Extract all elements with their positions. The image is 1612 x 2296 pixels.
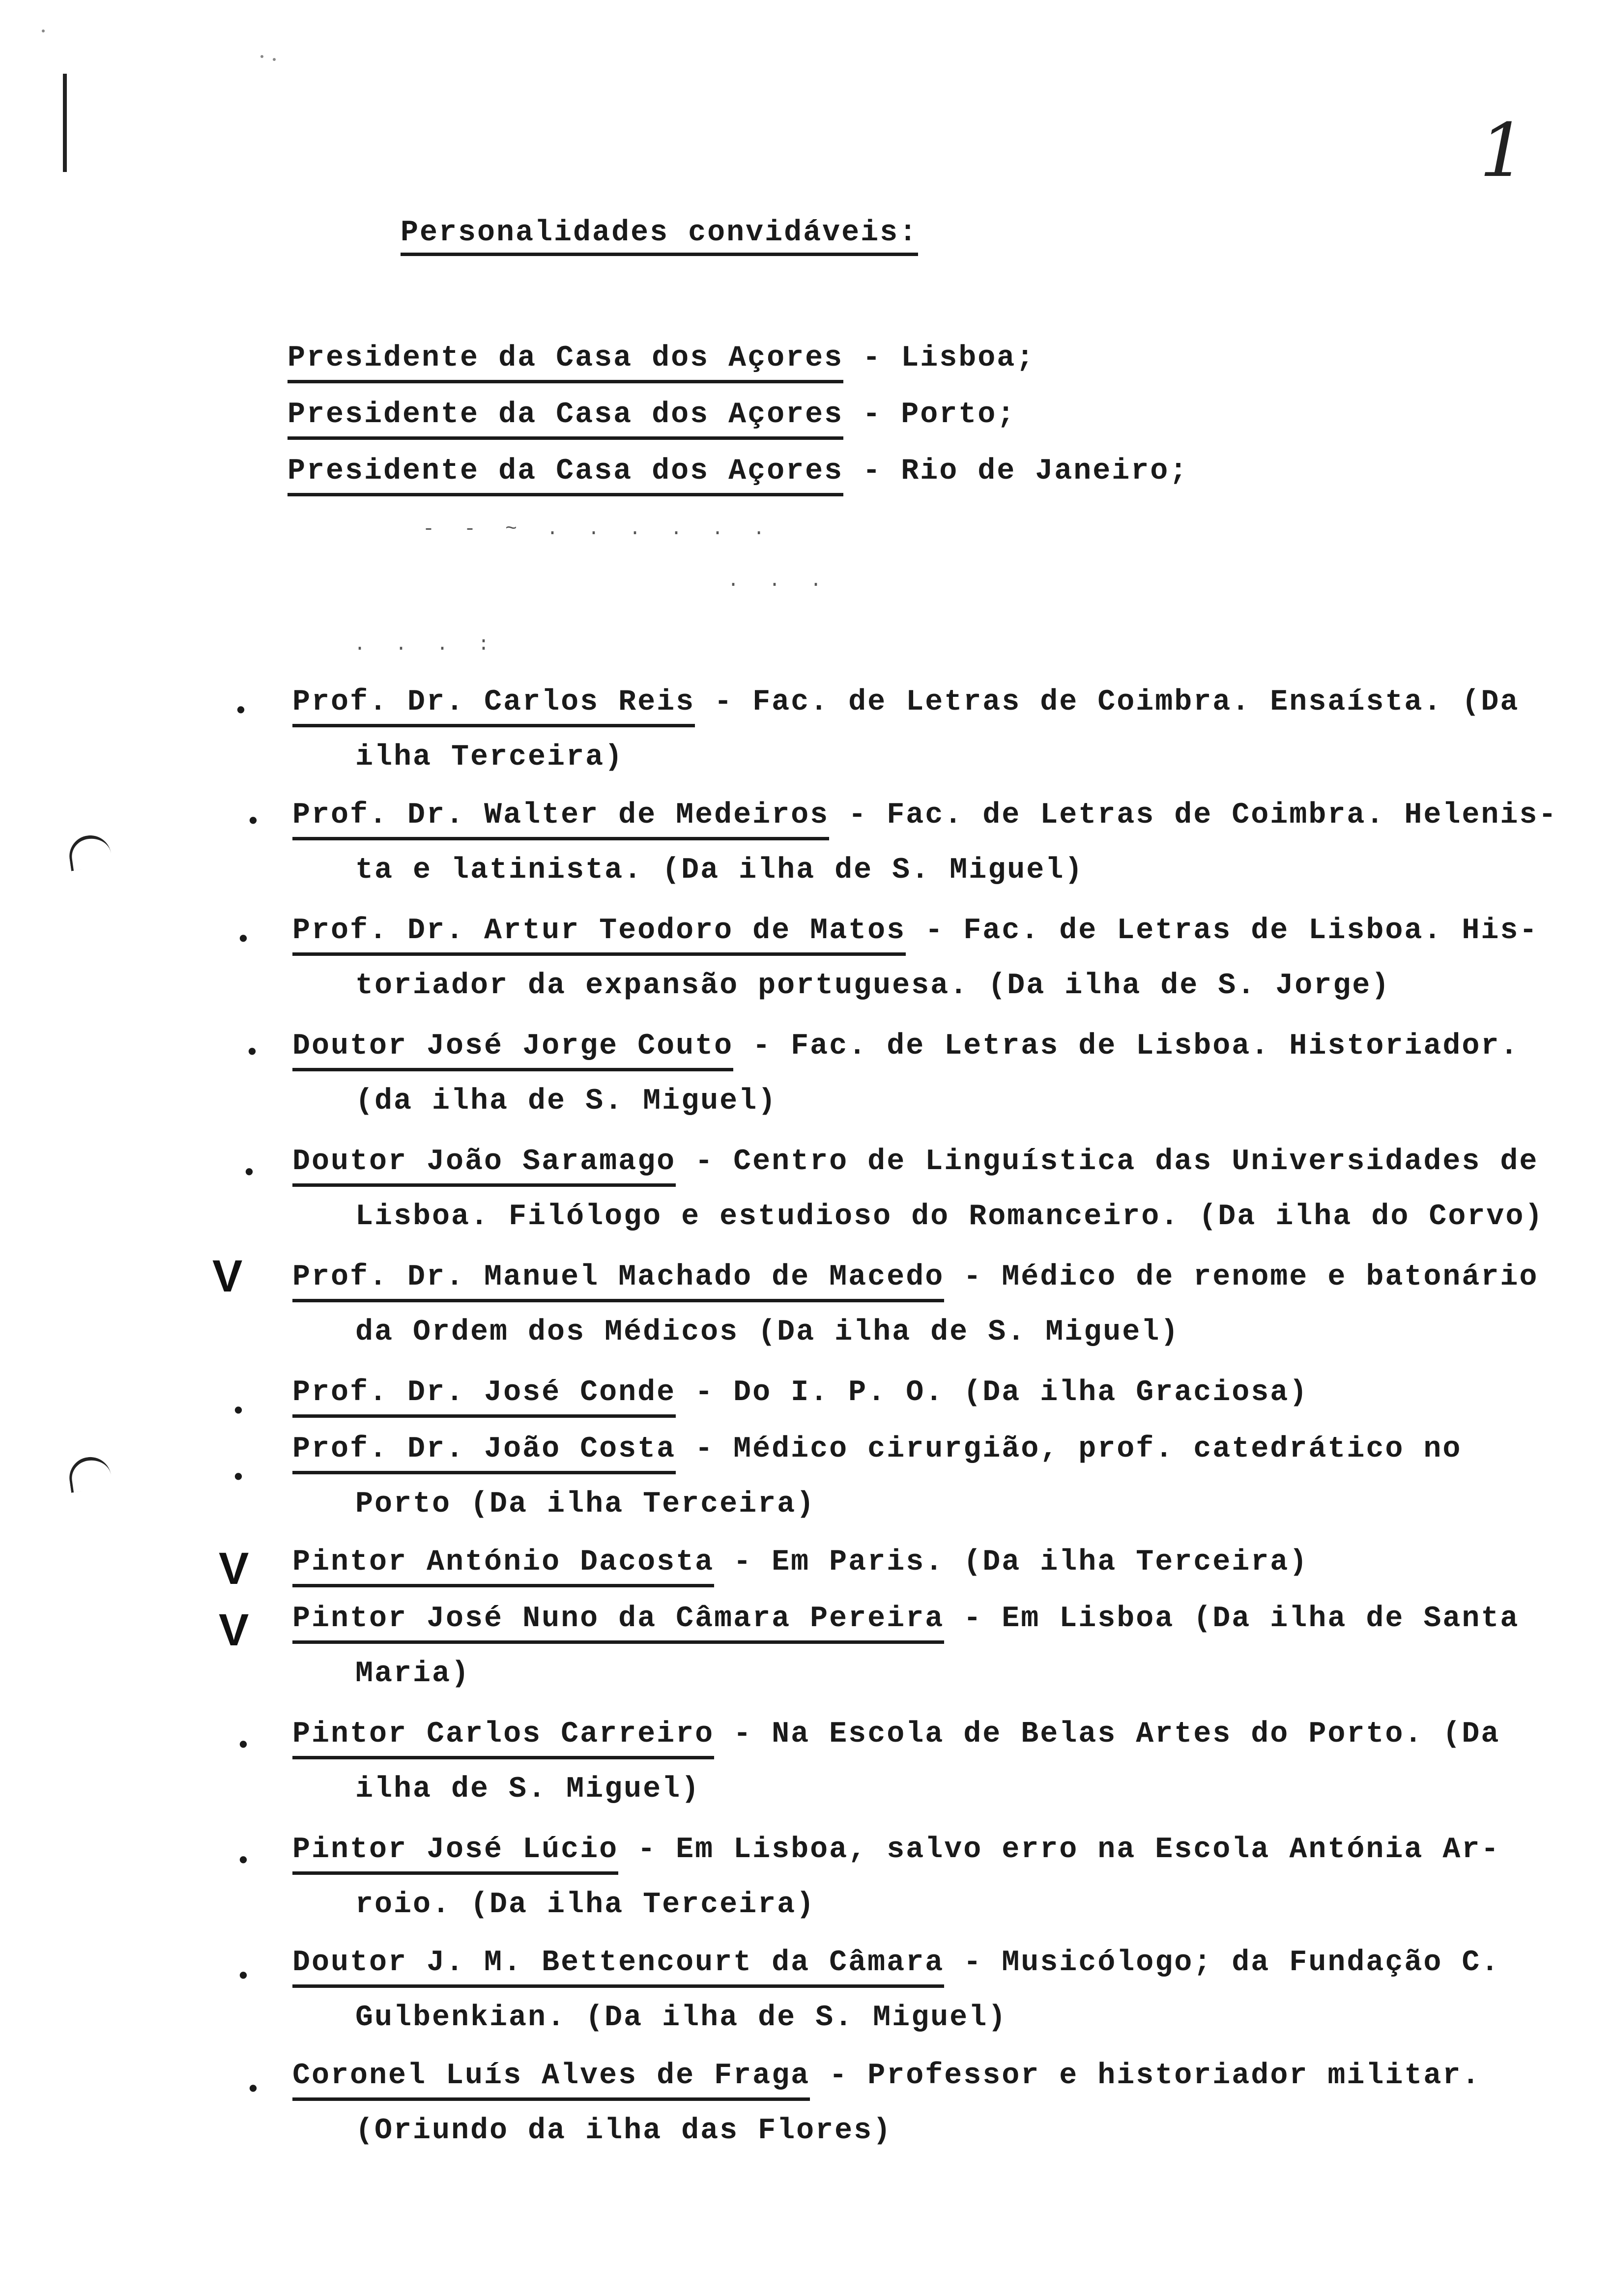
entry [292,1145,1544,1234]
entry-desc: - Fac. de Letras de Lisboa. His- [906,914,1539,947]
entry-name: Pintor José Lúcio [292,1833,618,1875]
faint-marks: . . . : [354,634,499,656]
entry-name: Prof. Dr. José Conde [292,1376,676,1418]
entry-desc: - Centro de Linguística das Universidades de [676,1145,1539,1178]
bullet-mark: • [246,2076,261,2104]
president-place: - Porto; [863,398,1016,431]
entry-cont: Gulbenkian. (Da ilha de S. Miguel) [355,2001,1008,2035]
entry [292,914,1539,1003]
entry-desc: - Professor e historiador militar. [810,2059,1481,2093]
speck [273,58,276,61]
entry [292,1546,1308,1579]
entry [292,1946,1500,2035]
check-mark: V [219,1544,249,1594]
entry-name: Pintor José Nuno da Câmara Pereira [292,1602,944,1644]
entry [292,1376,1308,1409]
entry [292,1261,1539,1349]
entry-cont: (Oriundo da ilha das Flores) [355,2114,892,2148]
entry-cont: Maria) [355,1657,471,1691]
entry [292,1030,1520,1118]
entry-desc: - Na Escola de Belas Artes do Porto. (Da [714,1718,1500,1751]
entry-desc: - Fac. de Letras de Coimbra. Helenis- [829,799,1558,832]
entry [292,2059,1481,2148]
bullet-mark: • [236,1963,251,1991]
entry-desc: - Médico de renome e batonário [944,1261,1539,1294]
entry-desc: - Fac. de Letras de Coimbra. Ensaísta. (Da [695,686,1520,719]
president-line [288,342,1035,375]
page-number: 1 [1479,108,1526,194]
entry-name: Prof. Dr. João Costa [292,1433,676,1474]
entry [292,1833,1500,1922]
bullet-mark: • [236,1732,251,1760]
entry-desc: - Do I. P. O. (Da ilha Graciosa) [676,1376,1309,1409]
bullet-mark: • [242,1160,257,1188]
entry-name: Doutor João Saramago [292,1145,676,1187]
speck [260,55,263,58]
margin-arc [67,1454,113,1492]
entry-cont: Lisboa. Filólogo e estudioso do Romanceiro. (Da ilha do Corvo) [355,1200,1544,1234]
entry-name: Prof. Dr. Manuel Machado de Macedo [292,1261,944,1302]
entry-cont: Porto (Da ilha Terceira) [355,1488,816,1521]
margin-arc [67,832,113,871]
president-line [288,455,1188,488]
bullet-mark: • [231,1398,246,1426]
president-name: Presidente da Casa dos Açores [288,455,843,496]
margin-mark [63,74,67,172]
entry [292,1602,1520,1691]
speck [42,29,45,32]
bullet-mark: • [236,1848,251,1876]
entry-name: Pintor António Dacosta [292,1546,714,1587]
entry-cont: roio. (Da ilha Terceira) [355,1888,816,1922]
entry-name: Prof. Dr. Carlos Reis [292,686,695,727]
president-place: - Lisboa; [863,342,1036,375]
entry-cont: ta e latinista. (Da ilha de S. Miguel) [355,854,1084,887]
entry-desc: - Médico cirurgião, prof. catedrático no [676,1433,1462,1466]
bullet-mark: • [231,1464,246,1492]
entry [292,686,1520,774]
faint-marks: - - ~ . . . . . . [423,518,774,541]
entry-name: Doutor J. M. Bettencourt da Câmara [292,1946,944,1988]
entry [292,1718,1500,1806]
entry-name: Prof. Dr. Walter de Medeiros [292,799,829,840]
entry-desc: - Musicólogo; da Fundação C. [944,1946,1500,1980]
entry-cont: da Ordem dos Médicos (Da ilha de S. Miguel) [355,1316,1180,1349]
bullet-mark: • [245,1039,260,1067]
entry-cont: ilha de S. Miguel) [355,1773,701,1806]
president-name: Presidente da Casa dos Açores [288,398,843,440]
entry-desc: - Em Lisboa, salvo erro na Escola Antónia Ar- [618,1833,1500,1866]
check-mark: V [212,1251,243,1301]
heading-text: Personalidades convidáveis: [401,216,918,256]
bullet-mark: • [236,926,251,954]
president-name: Presidente da Casa dos Açores [288,342,843,383]
bullet-mark: • [246,808,261,836]
entry-name: Pintor Carlos Carreiro [292,1718,714,1759]
entry-cont: (da ilha de S. Miguel) [355,1085,777,1118]
entry-desc: - Em Lisboa (Da ilha de Santa [944,1602,1520,1636]
entry-cont: ilha Terceira) [355,741,624,774]
entry-desc: - Em Paris. (Da ilha Terceira) [714,1546,1309,1579]
check-mark: V [219,1605,249,1655]
president-line [288,398,1016,431]
page-heading [401,216,918,250]
entry-cont: toriador da expansão portuguesa. (Da ilha de S. Jorge) [355,969,1391,1003]
entry-name: Prof. Dr. Artur Teodoro de Matos [292,914,906,956]
entry-desc: - Fac. de Letras de Lisboa. Historiador. [733,1030,1520,1063]
president-place: - Rio de Janeiro; [863,455,1189,488]
bullet-mark: • [233,698,249,726]
entry [292,1433,1462,1521]
entry [292,799,1558,887]
entry-name: Coronel Luís Alves de Fraga [292,2059,810,2101]
faint-marks: . . . [727,570,831,592]
entry-name: Doutor José Jorge Couto [292,1030,733,1071]
